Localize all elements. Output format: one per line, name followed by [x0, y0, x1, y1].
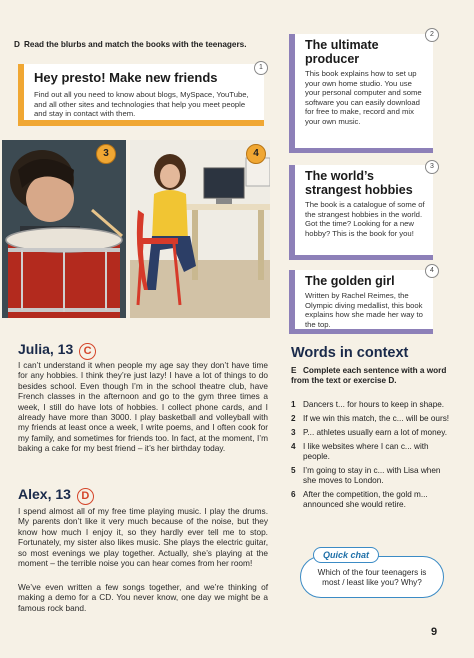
teen-letter: C	[79, 343, 96, 360]
book-number-badge: 1	[254, 61, 268, 75]
book-blurb-2	[289, 34, 433, 153]
teen-name: Julia, 13	[18, 341, 74, 357]
item-number: 2	[291, 414, 296, 423]
list-item	[291, 466, 453, 486]
item-text: Dancers t... for hours to keep in shape.	[303, 400, 445, 409]
teen-name-julia	[18, 341, 96, 360]
exercise-label: D	[14, 40, 20, 49]
book-blurb-text: Written by Rachel Reimes, the Olympic diving medallist, this book explains how she made her way to the top.	[305, 291, 423, 329]
book-blurb-1	[18, 64, 264, 126]
exercise-e-list	[291, 400, 453, 514]
exercise-e-instruction	[291, 366, 451, 386]
girl-desk-illustration	[130, 140, 270, 318]
item-number: 4	[291, 442, 296, 451]
book-blurb-3	[289, 165, 433, 260]
book-title: The golden girl	[305, 274, 395, 288]
alex-paragraph: I spend almost all of my free time playing music. I play the drums. My parents don’t like it very much because of the noise, but they know how much I enjoy it, so they hardly ever tell me to stop. Fortunately, my sister also likes music. She plays the electric guitar, so most evenings we play together. Actually, she’s playing at the moment – the terrible noise you can hear comes from her room!	[18, 506, 268, 569]
page-number: 9	[431, 626, 438, 638]
list-item	[291, 428, 453, 438]
teen-name-alex	[18, 486, 94, 505]
list-item	[291, 400, 453, 410]
book-title: The world’s strangest hobbies	[305, 169, 413, 197]
words-in-context-title: Words in context	[291, 345, 409, 361]
alex-paragraph-2: We’ve even written a few songs together, and we’re thinking of making a demo for a CD. You never know, one day we might be a famous rock band.	[18, 582, 268, 613]
book-number-badge: 4	[425, 264, 439, 278]
item-number: 1	[291, 400, 296, 409]
item-text: I’m going to stay in c... with Lisa when she moves to London.	[303, 466, 441, 485]
julia-paragraph: I can’t understand it when people my age say they don’t have time for any hobbies. I think they’re just lazy! I have a lot of things to do besides school. Even though I’m in the school theatre club, have French classes in the afternoon and go to the gym three times a week, I still do have lots of hobbies. I collect phone cards, and I already have more than 3000. I play basketball and volleyball with my friends at least once a week, I write poems, and I often cook for my family, and sometimes for friends too. In fact, at the moment, I’m baking a cake for my best friend – it’s her birthday today.	[18, 360, 268, 454]
quick-chat-bubble: Which of the four teenagers is most / least like you? Why?	[300, 556, 444, 598]
book-blurb-text: This book explains how to set up your own home studio. You use your personal computer and some software you can easily download for free to make, record and mix your own music.	[305, 69, 422, 126]
item-text: I like websites where I can c... with people.	[303, 442, 429, 461]
photo-boy-drums	[2, 140, 126, 318]
teen-letter: D	[77, 488, 94, 505]
list-item	[291, 490, 453, 510]
book-title: Hey presto! Make new friends	[34, 70, 218, 85]
item-text: P... athletes usually earn a lot of money.	[303, 428, 447, 437]
book-blurb-text: Find out all you need to know about blogs, MySpace, YouTube, and all other sites and technologies that help you meet people and stay in contact with them.	[34, 90, 249, 119]
item-number: 3	[291, 428, 296, 437]
photo-number-badge: 4	[246, 144, 266, 164]
book-blurb-text: The book is a catalogue of some of the strangest hobbies in the world. Got the time? Looking for a new hobby? This is the book for you!	[305, 200, 425, 238]
book-blurb-4	[289, 270, 433, 334]
book-number-badge: 2	[425, 28, 439, 42]
quick-chat-label: Quick chat	[313, 547, 379, 563]
book-number-badge: 3	[425, 160, 439, 174]
exercise-label: E	[291, 366, 297, 375]
item-text: After the competition, the gold m... announced she would retire.	[303, 490, 428, 509]
instruction-text: Complete each sentence with a word from the text or exercise D.	[291, 366, 447, 385]
photo-girl-desk	[130, 140, 270, 318]
list-item	[291, 442, 453, 462]
item-number: 6	[291, 490, 296, 499]
boy-drum-illustration	[2, 140, 126, 318]
item-number: 5	[291, 466, 296, 475]
item-text: If we win this match, the c... will be ours!	[303, 414, 450, 423]
photo-number-badge: 3	[96, 144, 116, 164]
instruction-text: Read the blurbs and match the books with the teenagers.	[24, 40, 247, 49]
teen-name: Alex, 13	[18, 486, 71, 502]
list-item	[291, 414, 453, 424]
exercise-d-instruction	[14, 40, 264, 50]
book-title: The ultimate producer	[305, 38, 379, 66]
